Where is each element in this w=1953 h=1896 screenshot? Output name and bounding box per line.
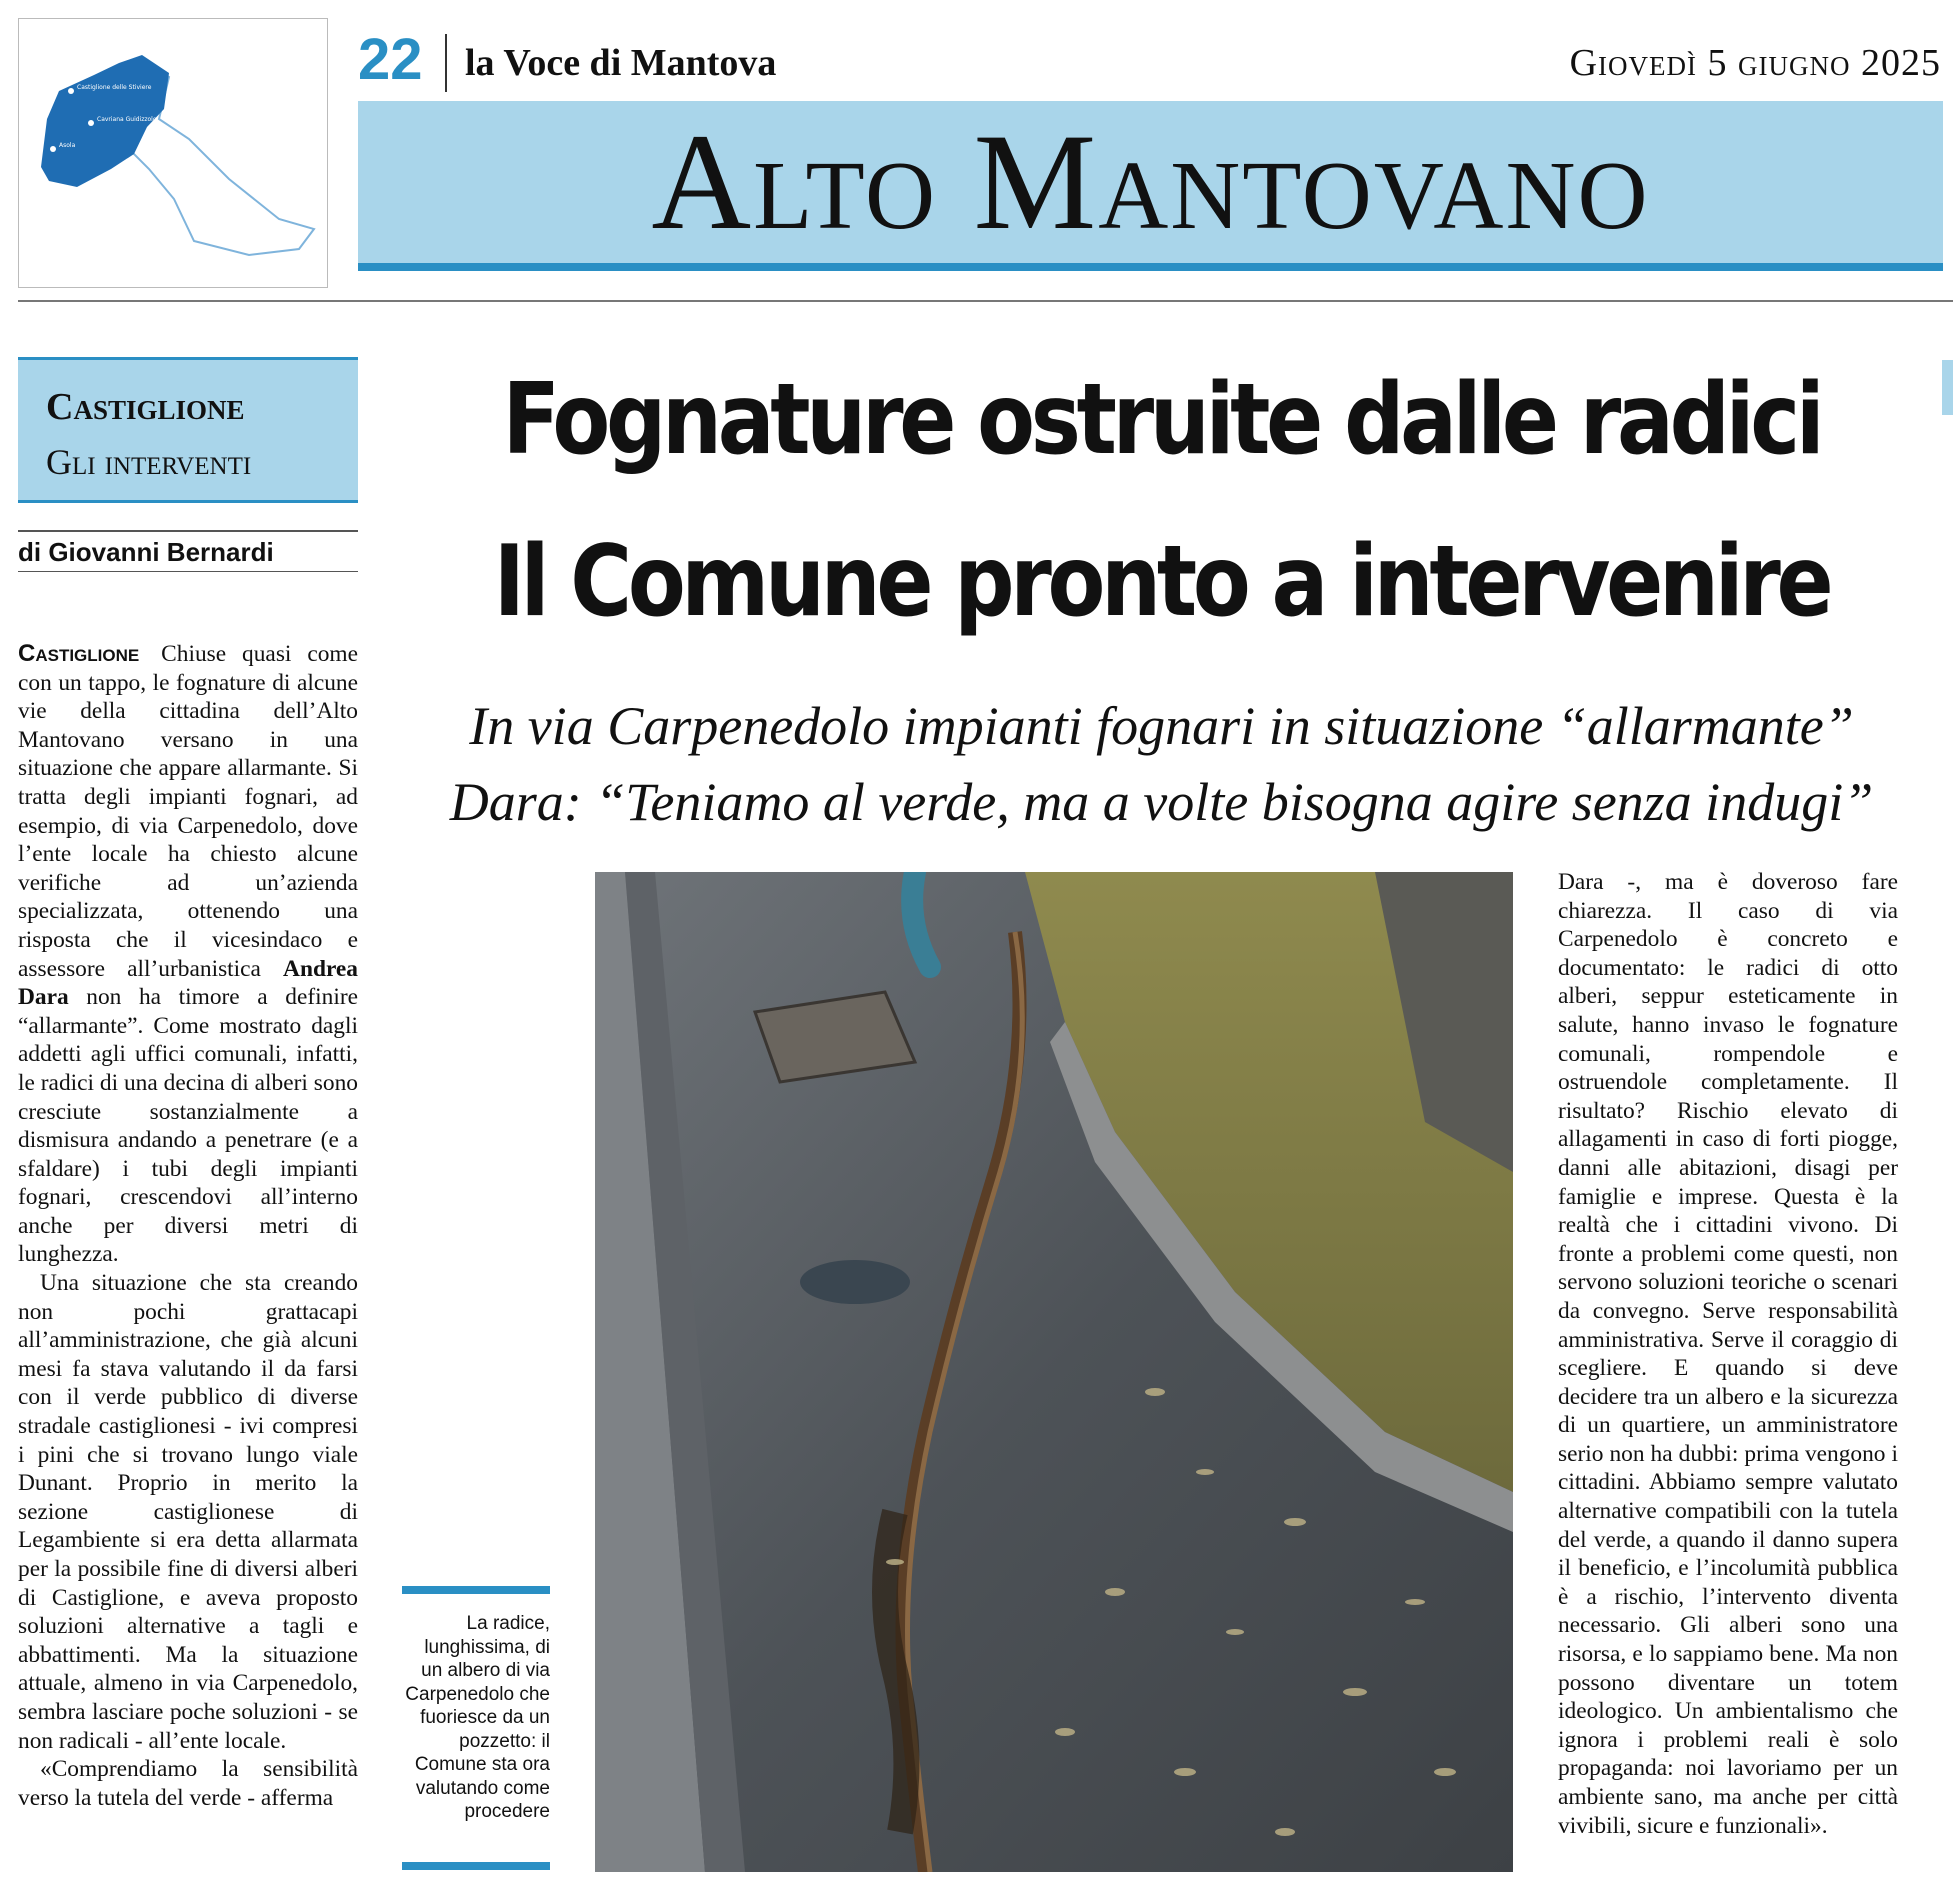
headline-line-1: Fognature ostruite dalle radici: [502, 363, 1821, 477]
article-text: non ha timore a definire “allarmante”. Come mostrato dagli addetti agli uffici comunali, infatti, le radici di una decina di alberi sono cresciute sostanzialmente a dismisura andando a penetrare (e a sfaldare) i tubi degli impianti fognari, crescendovi all’interno anche per diversi metri di lunghezza.: [18, 984, 358, 1268]
map-point-castiglione: [68, 88, 74, 94]
article-text: Chiuse quasi come con un tappo, le fognature di alcune vie della cittadina dell’Alto Mantovano versano in una situazione che appare allarmante. Si tratta degli impianti fognari, ad esempio, di via Carpenedolo, dove l’ente locale ha chiesto alcune verifiche ad un’azienda specializzata, ottenendo una risposta che il vicesindaco e assessore all’urbanistica: [18, 641, 358, 982]
photo-root-in-sewer: [595, 872, 1513, 1872]
byline: di Giovanni Bernardi: [18, 537, 274, 567]
issue-date: Giovedì 5 giugno 2025: [1569, 42, 1941, 84]
article-paragraph: Una situazione che sta creando non pochi grattacapi all’amministrazione, che già alcuni mesi fa stava valutando il da farsi con il verde pubblico di diverse stradale castiglionesi - ivi compresi i pini che si trovano lungo viale Dunant. Proprio in merito la sezione castiglionese di Legambiente si era detta allarmata per la possibile fine di diversi alberi di Castiglione, e aveva proposto soluzioni alternative a tagli e abbattimenti. Ma la situazione attuale, almeno in via Carpenedolo, sembra lasciare poche soluzioni - se non radicali - all’ente locale.: [18, 1270, 358, 1754]
article-person-name: Andrea Dara: [18, 955, 358, 1011]
photo-caption: La radice, lunghissima, di un albero di via Carpenedolo che fuoriesce da un pozzetto: il Comune sta ora valutando come procedere: [405, 1613, 550, 1822]
kicker-topic: Gli interventi: [46, 442, 252, 482]
byline-rule: [18, 571, 358, 572]
article-photo: [595, 872, 1513, 1872]
map-point-cavriana: [88, 120, 94, 126]
edge-marker: [1942, 360, 1953, 415]
region-map-graphic: [19, 19, 327, 287]
article-column-right: [1558, 868, 1898, 1878]
map-label-castiglione: Castiglione delle Stiviere: [77, 84, 152, 91]
map-label-cavriana: Cavriana Guidizzolo: [97, 116, 157, 123]
region-map: [18, 18, 328, 288]
map-point-asola: [50, 146, 56, 152]
caption-rule: [402, 1586, 550, 1594]
subheadline-line-1: In via Carpenedolo impianti fognari in situazione “allarmante”: [469, 696, 1854, 756]
page-number: 22: [358, 27, 423, 92]
article-paragraph: «Comprendiamo la sensibilità verso la tutela del verde - afferma: [18, 1756, 358, 1811]
byline-rule: [18, 530, 358, 532]
article-dateline: Castiglione: [18, 640, 140, 667]
article-paragraph: [18, 640, 358, 1269]
masthead-rule: [18, 300, 1953, 302]
caption-rule: [402, 1862, 550, 1870]
newspaper-name: la Voce di Mantova: [465, 42, 777, 84]
map-label-asola: Asola: [59, 142, 76, 149]
article-paragraph: Dara -, ma è doveroso fare chiarezza. Il caso di via Carpenedolo è concreto e documentato: le radici di otto alberi, seppur esteticamente in salute, hanno invaso le fognature comunali, rompendole e ostruendole completamente. Il risultato? Rischio elevato di allagamenti in caso di forti piogge, danni alle abitazioni, disagi per famiglie e imprese. Questa è la realtà che i cittadini vivono. Di fronte a problemi come questi, non servono soluzioni teoriche o scenari da convegno. Serve responsabilità amministrativa. Serve il coraggio di scegliere. E quando si deve decidere tra un albero e la sicurezza di un quartiere, un amministratore serio non ha dubbi: prima vengono i cittadini. Abbiamo sempre valutato alternative compatibili con la tutela del verde, a quando il danno supera il beneficio, e l’incolumità pubblica è a rischio, l’intervento diventa necessario. Gli alberi sono una risorsa, e lo sappiamo bene. Ma non possono diventare un totem ideologico. Un ambientalismo che ignora i problemi reali è solo propaganda: noi lavoriamo per un ambiente sano, ma anche per città vivibili, sicure e funzionali».: [1558, 869, 1898, 1839]
article-column-left: [18, 640, 358, 1885]
subheadline-line-2: Dara: “Teniamo al verde, ma a volte bisogna agire senza indugi”: [449, 772, 1874, 832]
section-title: Alto Mantovano: [651, 105, 1650, 258]
masthead-divider: [445, 34, 447, 92]
section-band-rule: [358, 263, 1943, 271]
kicker-place: Castiglione: [46, 386, 245, 428]
headline-line-2: Il Comune pronto a intervenire: [493, 525, 1830, 639]
